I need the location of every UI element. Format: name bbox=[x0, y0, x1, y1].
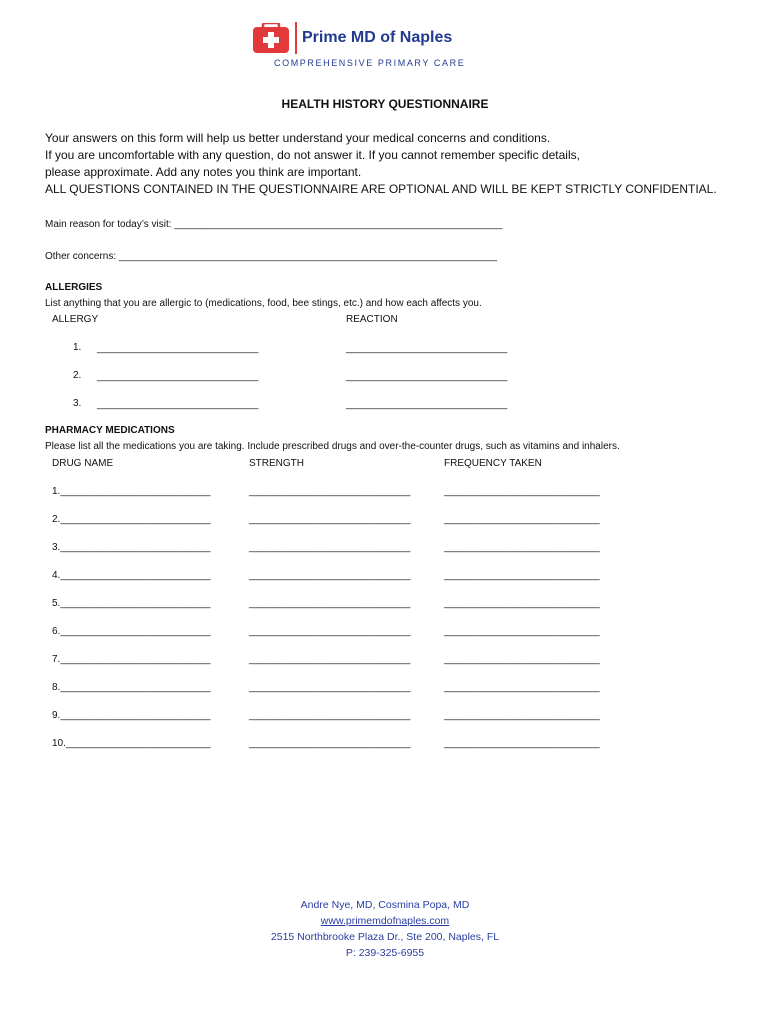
medications-instruction: Please list all the medications you are taking. Include prescribed drugs and over-the-counter drugs, such as vitamins and inhalers. bbox=[45, 441, 620, 452]
strength-input[interactable]: _____________________________ bbox=[249, 738, 411, 749]
reaction-column-header: REACTION bbox=[346, 314, 398, 325]
strength-input[interactable]: _____________________________ bbox=[249, 486, 411, 497]
footer-address: 2515 Northbrooke Plaza Dr., Ste 200, Naples, FL bbox=[270, 931, 500, 943]
reaction-input[interactable]: _____________________________ bbox=[346, 343, 508, 354]
frequency-input[interactable]: ____________________________ bbox=[444, 682, 600, 693]
drug-name-input[interactable]: 1.___________________________ bbox=[52, 486, 211, 497]
strength-input[interactable]: _____________________________ bbox=[249, 570, 411, 581]
frequency-input[interactable]: ____________________________ bbox=[444, 654, 600, 665]
strength-input[interactable]: _____________________________ bbox=[249, 626, 411, 637]
reaction-input[interactable]: _____________________________ bbox=[346, 371, 508, 382]
allergy-row-number: 2. bbox=[73, 370, 82, 381]
drug-name-input[interactable]: 2.___________________________ bbox=[52, 514, 211, 525]
medications-heading: PHARMACY MEDICATIONS bbox=[45, 425, 175, 436]
footer-website-link[interactable]: www.primemdofnaples.com bbox=[320, 915, 450, 927]
frequency-input[interactable]: ____________________________ bbox=[444, 570, 600, 581]
strength-input[interactable]: _____________________________ bbox=[249, 710, 411, 721]
medical-kit-icon bbox=[253, 23, 289, 53]
drug-name-input[interactable]: 8.___________________________ bbox=[52, 682, 211, 693]
allergy-column-header: ALLERGY bbox=[52, 314, 99, 325]
allergy-row-number: 3. bbox=[73, 398, 82, 409]
strength-input[interactable]: _____________________________ bbox=[249, 682, 411, 693]
intro-line-2: If you are uncomfortable with any question, do not answer it. If you cannot remember specific details, bbox=[45, 148, 580, 162]
allergies-heading: ALLERGIES bbox=[45, 282, 103, 293]
drug-name-column-header: DRUG NAME bbox=[52, 458, 114, 469]
other-concerns-field[interactable]: Other concerns: ____________________________________________________________________ bbox=[45, 251, 498, 262]
frequency-input[interactable]: ____________________________ bbox=[444, 710, 600, 721]
frequency-input[interactable]: ____________________________ bbox=[444, 542, 600, 553]
logo-divider bbox=[295, 22, 297, 54]
allergy-input[interactable]: _____________________________ bbox=[97, 399, 259, 410]
allergy-input[interactable]: _____________________________ bbox=[97, 371, 259, 382]
drug-name-input[interactable]: 4.___________________________ bbox=[52, 570, 211, 581]
strength-input[interactable]: _____________________________ bbox=[249, 542, 411, 553]
reaction-input[interactable]: _____________________________ bbox=[346, 399, 508, 410]
footer-doctors: Andre Nye, MD, Cosmina Popa, MD bbox=[300, 899, 470, 911]
frequency-input[interactable]: ____________________________ bbox=[444, 598, 600, 609]
brand-tagline: COMPREHENSIVE PRIMARY CARE bbox=[274, 58, 466, 68]
frequency-column-header: FREQUENCY TAKEN bbox=[444, 458, 542, 469]
drug-name-input[interactable]: 10.__________________________ bbox=[52, 738, 211, 749]
drug-name-input[interactable]: 5.___________________________ bbox=[52, 598, 211, 609]
footer-phone: P: 239-325-6955 bbox=[345, 947, 425, 959]
drug-name-input[interactable]: 9.___________________________ bbox=[52, 710, 211, 721]
main-reason-field[interactable]: Main reason for today’s visit: ___________________________________________________________ bbox=[45, 219, 503, 230]
brand-name: Prime MD of Naples bbox=[302, 29, 453, 46]
frequency-input[interactable]: ____________________________ bbox=[444, 738, 600, 749]
strength-input[interactable]: _____________________________ bbox=[249, 654, 411, 665]
drug-name-input[interactable]: 7.___________________________ bbox=[52, 654, 211, 665]
strength-input[interactable]: _____________________________ bbox=[249, 514, 411, 525]
page-title: HEALTH HISTORY QUESTIONNAIRE bbox=[281, 97, 489, 111]
allergy-input[interactable]: _____________________________ bbox=[97, 343, 259, 354]
drug-name-input[interactable]: 6.___________________________ bbox=[52, 626, 211, 637]
frequency-input[interactable]: ____________________________ bbox=[444, 514, 600, 525]
allergies-instruction: List anything that you are allergic to (medications, food, bee stings, etc.) and how each affects you. bbox=[45, 298, 482, 309]
strength-column-header: STRENGTH bbox=[249, 458, 304, 469]
intro-line-4: ALL QUESTIONS CONTAINED IN THE QUESTIONNAIRE ARE OPTIONAL AND WILL BE KEPT STRICTLY CONFIDENTIAL. bbox=[45, 182, 717, 196]
intro-line-1: Your answers on this form will help us better understand your medical concerns and conditions. bbox=[45, 131, 551, 145]
frequency-input[interactable]: ____________________________ bbox=[444, 626, 600, 637]
intro-line-3: please approximate. Add any notes you think are important. bbox=[45, 165, 362, 179]
frequency-input[interactable]: ____________________________ bbox=[444, 486, 600, 497]
allergy-row-number: 1. bbox=[73, 342, 82, 353]
drug-name-input[interactable]: 3.___________________________ bbox=[52, 542, 211, 553]
strength-input[interactable]: _____________________________ bbox=[249, 598, 411, 609]
